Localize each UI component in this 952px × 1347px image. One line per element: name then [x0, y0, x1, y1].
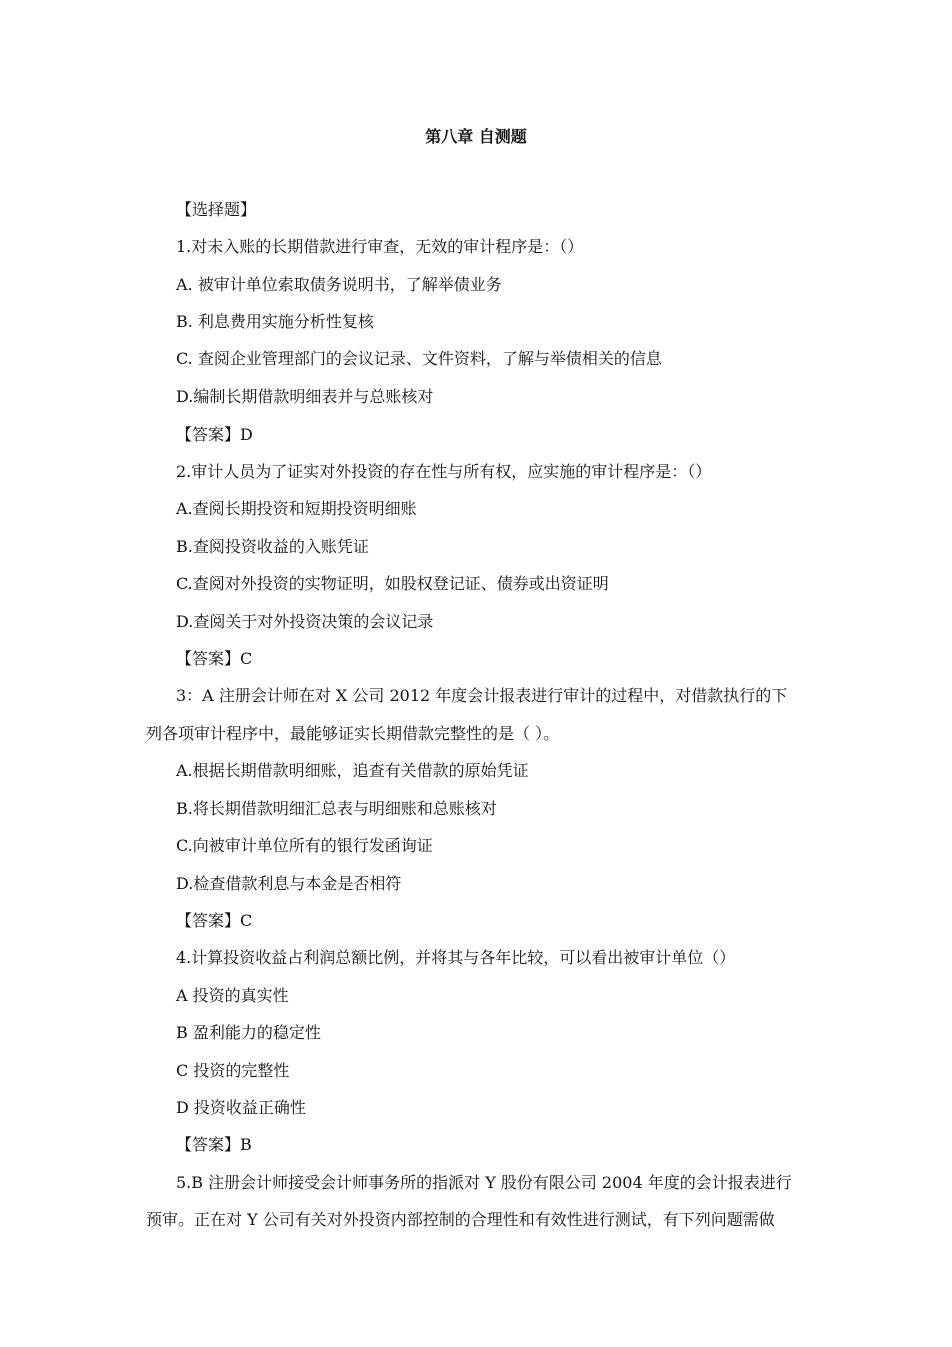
question-1-option-a: A. 被审计单位索取债务说明书，了解举债业务 [176, 275, 502, 294]
question-2-stem: 2.审计人员为了证实对外投资的存在性与所有权，应实施的审计程序是：（） [176, 462, 712, 481]
question-5-stem-line-1: 5.B 注册会计师接受会计师事务所的指派对 Y 股份有限公司 2004 年度的会计报表进行 [176, 1173, 792, 1192]
question-4-option-d: D 投资收益正确性 [176, 1098, 306, 1117]
question-3-option-a: A.根据长期借款明细账，追查有关借款的原始凭证 [176, 761, 529, 780]
question-1-option-c: C. 查阅企业管理部门的会议记录、文件资料，了解与举债相关的信息 [176, 349, 662, 368]
question-3-stem-line-2: 列各项审计程序中，最能够证实长期借款完整性的是（ ）。 [146, 724, 560, 743]
question-4-answer: 【答案】B [176, 1135, 252, 1154]
question-3-option-c: C.向被审计单位所有的银行发函询证 [176, 836, 433, 855]
question-5-stem-line-2: 预审。正在对 Y 公司有关对外投资内部控制的合理性和有效性进行测试，有下列问题需做 [146, 1210, 775, 1229]
question-3-stem-line-1: 3：A 注册会计师在对 X 公司 2012 年度会计报表进行审计的过程中，对借款执行的下 [176, 686, 788, 705]
question-2-option-b: B.查阅投资收益的入账凭证 [176, 537, 369, 556]
question-2-option-c: C.查阅对外投资的实物证明，如股权登记证、债券或出资证明 [176, 574, 609, 593]
section-heading: 【选择题】 [176, 200, 257, 219]
page-title: 第八章 自测题 [425, 127, 527, 146]
question-1-option-b: B. 利息费用实施分析性复核 [176, 312, 374, 331]
question-3-answer: 【答案】C [176, 911, 253, 930]
question-2-option-d: D.查阅关于对外投资决策的会议记录 [176, 612, 434, 631]
question-3-option-d: D.检查借款利息与本金是否相符 [176, 874, 402, 893]
question-1-option-d: D.编制长期借款明细表并与总账核对 [176, 387, 434, 406]
question-2-option-a: A.查阅长期投资和短期投资明细账 [176, 499, 417, 518]
question-1-stem: 1.对未入账的长期借款进行审查，无效的审计程序是：（） [176, 237, 584, 256]
question-4-stem: 4.计算投资收益占利润总额比例，并将其与各年比较，可以看出被审计单位（） [176, 948, 736, 967]
question-4-option-c: C 投资的完整性 [176, 1061, 290, 1080]
question-2-answer: 【答案】C [176, 649, 253, 668]
question-1-answer: 【答案】D [176, 425, 253, 444]
question-4-option-b: B 盈利能力的稳定性 [176, 1023, 321, 1042]
question-4-option-a: A 投资的真实性 [176, 986, 289, 1005]
question-3-option-b: B.将长期借款明细汇总表与明细账和总账核对 [176, 799, 497, 818]
